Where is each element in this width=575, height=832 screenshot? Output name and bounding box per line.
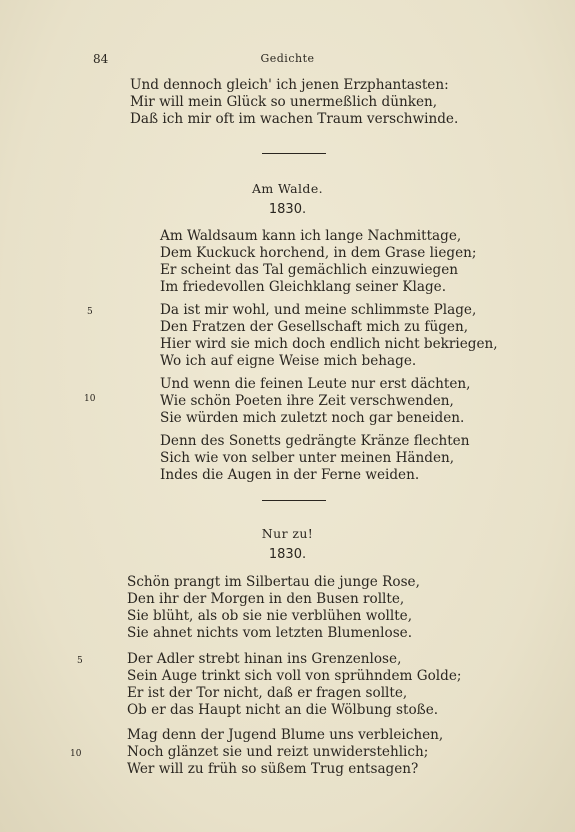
verse-line: Am Waldsaum kann ich lange Nachmittage, bbox=[160, 228, 462, 244]
verse-line: Sein Auge trinkt sich voll von sprühndem Golde; bbox=[127, 668, 462, 684]
verse-line: Sie würden mich zuletzt noch gar beneiden. bbox=[160, 410, 465, 426]
verse-line: Hier wird sie mich doch endlich nicht bekriegen, bbox=[160, 336, 498, 352]
verse-line: Sich wie von selber unter meinen Händen, bbox=[160, 450, 455, 466]
verse-line: Indes die Augen in der Ferne weiden. bbox=[160, 467, 420, 483]
verse-line: Da ist mir wohl, und meine schlimmste Plage, bbox=[160, 302, 477, 318]
verse-line: Schön prangt im Silbertau die junge Rose, bbox=[127, 574, 420, 590]
page-number: 84 bbox=[93, 52, 109, 66]
poem-title: Am Walde. bbox=[251, 181, 324, 196]
verse-line: Der Adler strebt hinan ins Grenzenlose, bbox=[127, 651, 402, 667]
line-number: 5 bbox=[87, 307, 93, 317]
verse-line: Er scheint das Tal gemächlich einzuwiegen bbox=[160, 262, 458, 278]
line-number: 5 bbox=[77, 656, 83, 666]
verse-line: Den ihr der Morgen in den Busen rollte, bbox=[127, 591, 405, 607]
verse-line: Sie blüht, als ob sie nie verblühen wollte, bbox=[127, 608, 413, 624]
verse-line: Daß ich mir oft im wachen Traum verschwinde. bbox=[130, 111, 459, 127]
verse-line: Denn des Sonetts gedrängte Kränze flechten bbox=[160, 433, 470, 449]
line-number: 10 bbox=[84, 394, 96, 404]
poem-year: 1830. bbox=[268, 547, 307, 562]
verse-line: Noch glänzet sie und reizt unwiderstehlich; bbox=[127, 744, 429, 760]
line-number: 10 bbox=[70, 749, 82, 759]
verse-line: Ob er das Haupt nicht an die Wölbung stoße. bbox=[127, 702, 439, 718]
running-title: Gedichte bbox=[260, 52, 315, 65]
verse-line: Mir will mein Glück so unermeßlich dünken, bbox=[130, 94, 438, 110]
verse-line: Er ist der Tor nicht, daß er fragen sollte, bbox=[127, 685, 408, 701]
verse-line: Und dennoch gleich' ich jenen Erzphantasten: bbox=[130, 77, 449, 93]
verse-line: Sie ahnet nichts vom letzten Blumenlose. bbox=[127, 625, 413, 641]
poem-title: Nur zu! bbox=[261, 526, 314, 541]
verse-line: Und wenn die feinen Leute nur erst dächten, bbox=[160, 376, 471, 392]
verse-line: Wer will zu früh so süßem Trug entsagen? bbox=[127, 761, 419, 777]
verse-line: Dem Kuckuck horchend, in dem Grase liegen; bbox=[160, 245, 477, 261]
section-divider bbox=[262, 153, 326, 154]
verse-line: Wie schön Poeten ihre Zeit verschwenden, bbox=[160, 393, 454, 409]
verse-line: Wo ich auf eigne Weise mich behage. bbox=[160, 353, 417, 369]
verse-line: Den Fratzen der Gesellschaft mich zu fügen, bbox=[160, 319, 469, 335]
poem-year: 1830. bbox=[268, 202, 307, 217]
verse-line: Mag denn der Jugend Blume uns verbleichen, bbox=[127, 727, 444, 743]
section-divider bbox=[262, 500, 326, 501]
verse-line: Im friedevollen Gleichklang seiner Klage. bbox=[160, 279, 447, 295]
